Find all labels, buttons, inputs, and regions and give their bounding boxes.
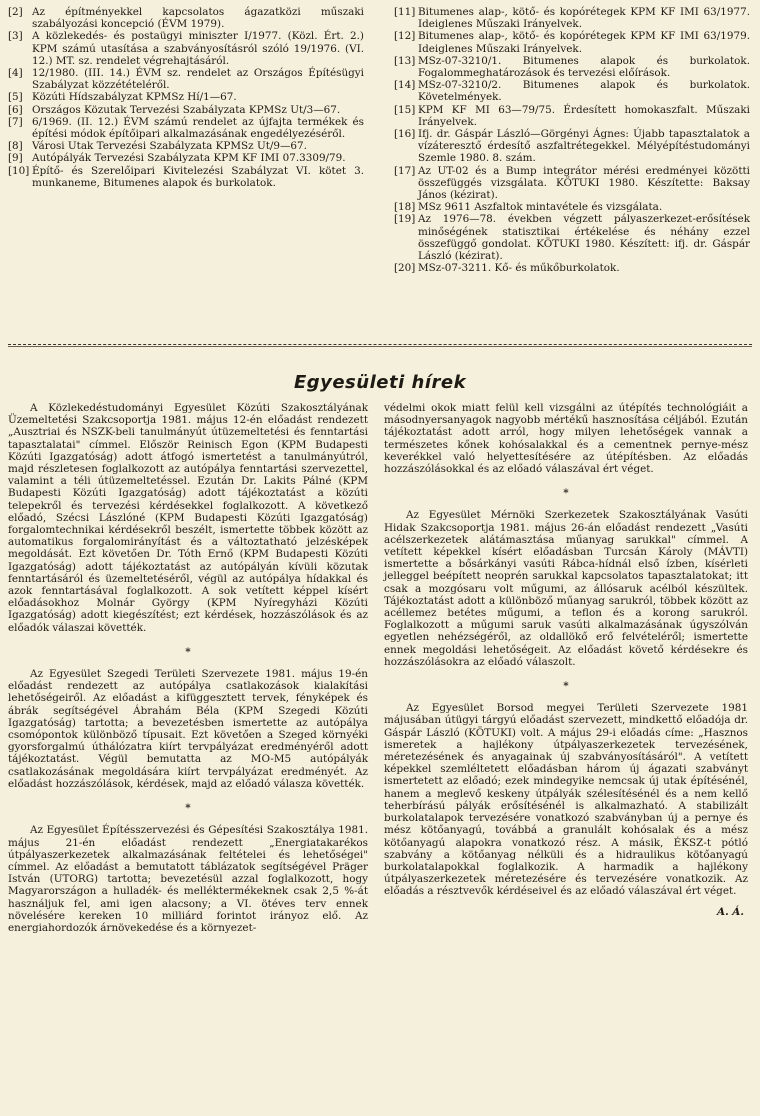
reference-text: Az 1976—78. években végzett pályaszerkezet-erősítések minőségének statisztikai értékelése és néhány ezzel összefüggő gondolat. KÖTUKI 1980. Készített: ifj. dr. Gáspár László (kézirat).: [418, 213, 750, 263]
separator-star: *: [563, 487, 569, 500]
reference-item: [394, 262, 750, 274]
reference-item: [394, 30, 750, 54]
reference-number: [7]: [8, 115, 23, 128]
reference-text: Ifj. dr. Gáspár László—Görgényi Ágnes: Újabb tapasztalatok a vízáteresztő érdesítő aszfaltrétegekkel. Mélyépítéstudományi Szemle 1980. 8. szám.: [418, 128, 750, 165]
references-left-column: [8, 6, 364, 189]
reference-item: [394, 104, 750, 128]
section-divider: [8, 344, 752, 345]
reference-text: MSz-07-3210/1. Bitumenes alapok és burkolatok. Fogalommeghatározások és tervezési előírások.: [418, 54, 750, 80]
reference-number: [20]: [394, 262, 416, 275]
reference-item: [8, 67, 364, 91]
reference-number: [11]: [394, 6, 416, 18]
reference-item: [8, 165, 364, 189]
reference-item: [394, 201, 750, 213]
reference-text: MSz-07-3210/2. Bitumenes alapok és burkolatok. Követelmények.: [418, 79, 750, 104]
reference-number: [2]: [8, 6, 23, 18]
reference-item: [8, 91, 364, 103]
reference-number: [13]: [394, 54, 416, 67]
reference-number: [8]: [8, 140, 23, 153]
news-right-column: [384, 402, 748, 918]
reference-number: [10]: [8, 164, 30, 177]
reference-item: [8, 104, 364, 116]
reference-number: [14]: [394, 79, 416, 92]
reference-item: [8, 140, 364, 152]
reference-text: A közlekedés- és postaügyi miniszter I/1977. (Közl. Ért. 2.) KPM számú utasítása a szabványosításról szóló 19/1976. (VI. 12.) MT. sz. rendelet végrehajtásáról.: [32, 30, 364, 67]
reference-text: Bitumenes alap-, kötő- és kopórétegek KPM KF IMI 63/1979. Ideiglenes Műszaki Irányelvek.: [418, 30, 750, 55]
reference-number: [17]: [394, 164, 416, 177]
reference-item: [8, 116, 364, 140]
reference-text: Az építményekkel kapcsolatos ágazatközi műszaki szabályozási koncepció (ÉVM 1979).: [32, 6, 364, 31]
reference-number: [19]: [394, 213, 416, 226]
reference-item: [394, 128, 750, 165]
reference-item: [8, 152, 364, 164]
reference-item: [394, 79, 750, 103]
reference-item: [8, 6, 364, 30]
reference-text: Építő- és Szerelőipari Kivitelezési Szabályzat VI. kötet 3. munkaneme, Bitumenes alapok és burkolatok.: [32, 164, 364, 189]
reference-number: [5]: [8, 91, 23, 104]
reference-number: [18]: [394, 201, 416, 214]
reference-text: Az UT-02 és a Bump integrátor mérési eredményei közötti összefüggés vizsgálata. KÖTUKI 1980. Készítette: Baksay János (kézirat).: [418, 164, 750, 202]
reference-text: 12/1980. (III. 14.) ÉVM sz. rendelet az Országos Építésügyi Szabályzat közzétételéről.: [32, 67, 364, 92]
reference-item: [394, 165, 750, 202]
news-paragraph-3: Az Egyesület Építésszervezési és Gépesítési Szakosztálya 1981. május 21-én előadást rendezett „Energiatakarékos útpályaszerkezetek alkalmazásának feltételei és lehetőségei" címmel. Az előadást a bemutatott táblázatok segítségével Präger István (UTORG) tartotta; bevezetésül azzal foglalkozott, hogy Magyarországon a hulladék- és melléktermékeknek csak 2,5 %-át használjuk fel, ami igen alacsony; a VI. ötéves terv ennek növelésére kereken 10 milliárd forintot irányoz elő. Az energiahordozók árnövekedése és a környezet-: [8, 824, 368, 934]
separator-star: *: [563, 680, 569, 693]
news-paragraph-continued: védelmi okok miatt felül kell vizsgálni az útépítés technológiáit a másodnyersanyagok nagyobb mértékű hasznosítása céljából. Ezután tájékoztatást adott arról, hogy milyen lehetőségek vannak a természetes kőnek kohósalakkal és a cementnek pernye-mész keverékkel való helyettesítésére az útépítésben. Az előadás hozzászólásokkal és az előadó válaszával ért véget.: [384, 402, 748, 476]
reference-text: Közúti Hídszabályzat KPMSz Hí/1—67.: [32, 91, 237, 104]
reference-number: [9]: [8, 152, 23, 165]
separator-star: *: [185, 645, 191, 658]
news-paragraph-5: Az Egyesület Borsod megyei Területi Szervezete 1981 májusában útügyi tárgyú előadást szervezett, mindkettő előadója dr. Gáspár László (KÖTUKI) volt. A május 29-i előadás címe: „Hasznos ismeretek a hajlékony útpályaszerkezetek tervezésének, méretezésének és anyagainak új szabványosításáról". A vetített képekkel szemléltetett előadásban három új ágazati szabványt ismertetett az előadó; ezek mindegyike nemcsak új utak építésénél, hanem a meglevő keskeny útpályák szélesítésénél és a nem kellő teherbírású pályák erősítésénél is alkalmazható. A stabilizált burkolatalapok tervezésére vonatkozó szabványban új a pernye és mész kötőanyagú, továbbá a granulált kohósalak és a mész kötőanyagú alapokra vonatkozó rész. A másik, ÉKSZ-t pótló szabvány a kötőanyag nélküli és a hidraulikus kötőanyagú burkolatalapokkal foglalkozik. A harmadik a hajlékony útpályaszerkezetek méretezésére és tervezésére vonatkozik. Az előadás a résztvevők kérdéseivel és az előadó válaszával ért véget.: [384, 702, 748, 898]
news-paragraph-1: A Közlekedéstudományi Egyesület Közúti Szakosztályának Üzemeltetési Szakcsoportja 1981. május 12-én előadást rendezett „Ausztriai és NSZK-beli tanulmányút útüzemeltetési és fenntartási tapasztalatai" címmel. Először Reinisch Egon (KPM Budapesti Közúti Igazgatóság) adott átfogó ismertetést a tanulmányútról, majd részletesen foglalkozott az autópálya fenntartási szervezettel, valamint a téli útüzemeltetéssel. Ezután Dr. Lakits Pálné (KPM Budapesti Közúti Igazgatóság) adott tájékoztatást a közúti telepekről és tervezési kérdésekkel foglalkozott. A következő előadó, Szécsi Lászlóné (KPM Budapesti Közúti Igazgatóság) forgalomtechnikai kérdésekről beszélt, ismertette többek között az automatikus forgalomirányítást és a változtatható jelzésképek megoldását. Ezt követően Dr. Tóth Ernő (KPM Budapesti Közúti Igazgatóság) adott tájékoztatást az autópályán kívüli közutak fenntartásáról és üzemeltetéséről, végül az autópálya hídakkal és azok fenntartásával foglalkozott. A sok vetített képpel kísért előadásokhoz Molnár György (KPM Nyíregyházi Közúti Igazgatóság) adott kiegészítést; ezt kérdések, hozzászólások és az előadók válaszai követték.: [8, 402, 368, 634]
reference-number: [6]: [8, 103, 23, 116]
reference-text: Városi Utak Tervezési Szabályzata KPMSz Ut/9—67.: [32, 140, 307, 153]
reference-text: KPM KF MI 63—79/75. Érdesített homokaszfalt. Műszaki Irányelvek.: [418, 103, 750, 128]
reference-text: Autópályák Tervezési Szabályzata KPM KF IMI 07.3309/79.: [32, 152, 346, 165]
reference-number: [4]: [8, 67, 23, 80]
section-divider-line: [8, 346, 752, 347]
reference-number: [3]: [8, 30, 23, 43]
reference-number: [15]: [394, 103, 416, 116]
news-left-column: [8, 402, 368, 934]
reference-text: MSz 9611 Aszfaltok mintavétele és vizsgálata.: [418, 201, 663, 214]
reference-item: [394, 213, 750, 262]
reference-item: [394, 6, 750, 30]
separator-star: *: [185, 802, 191, 815]
references-right-column: [394, 6, 750, 274]
news-paragraph-2: Az Egyesület Szegedi Területi Szervezete 1981. május 19-én előadást rendezett az autópálya csatlakozások kialakítási lehetőségeiről. Az előadást a kifüggesztett tervek, fényképek és ábrák segítségével Ábrahám Béla (KPM Szegedi Közúti Igazgatóság) tartotta; a bevezetésben ismertette az autópálya csomópontok különböző típusait. Ezt követően a Szeged környéki gyorsforgalmú úthálózatra kiírt tervpályázat eredményéről adott tájékoztatást. Végül bemutatta az MO-M5 autópályák csatlakozásának megoldására kiírt tervpályázat eredményét. Az előadást hozzászólások, kérdések, majd az előadó válasza követték.: [8, 668, 368, 790]
author-signature: A. Á.: [717, 905, 744, 918]
reference-item: [8, 30, 364, 67]
reference-text: 6/1969. (II. 12.) ÉVM számú rendelet az újfajta termékek és építési módok építőipari alkalmazásának engedélyezéséről.: [32, 115, 364, 141]
reference-item: [394, 55, 750, 79]
section-title: Egyesületi hírek: [293, 372, 467, 393]
reference-text: MSz-07-3211. Kő- és műkőburkolatok.: [418, 262, 620, 275]
reference-text: Bitumenes alap-, kötő- és kopórétegek KPM KF IMI 63/1977. Ideiglenes Műszaki Irányelvek.: [418, 6, 750, 31]
reference-number: [16]: [394, 128, 416, 141]
reference-text: Országos Közutak Tervezési Szabályzata KPMSz Ut/3—67.: [32, 103, 341, 116]
reference-number: [12]: [394, 30, 416, 43]
news-paragraph-4: Az Egyesület Mérnöki Szerkezetek Szakosztályának Vasúti Hidak Szakcsoportja 1981. május 26-án előadást rendezett „Vasúti acélszerkezetek alátámasztása műanyag sarukkal" címmel. A vetített képekkel kísért előadásban Turcsán Károly (MÁVTI) ismertette a bősárkányi vasúti Rábca-hídnál első ízben, kísérleti jelleggel beépített neoprén sarukkal kapcsolatos tapasztalatokat; itt csak a mozgósaru volt műgumi, az állósaruk acélból készültek. Tájékoztatást adott a különböző műanyag sarukról, többek között az acéllemez betétes műgumi, a teflon és a korong sarukról. Foglalkozott a műgumi saruk vasúti alkalmazásának úgyszólván egyetlen nehézségéről, az oldallökő erő felvételéről; ismertette ennek megoldási lehetőségeit. Az előadást követő kérdésekre és hozzászólásokra az előadó válaszolt.: [384, 509, 748, 668]
